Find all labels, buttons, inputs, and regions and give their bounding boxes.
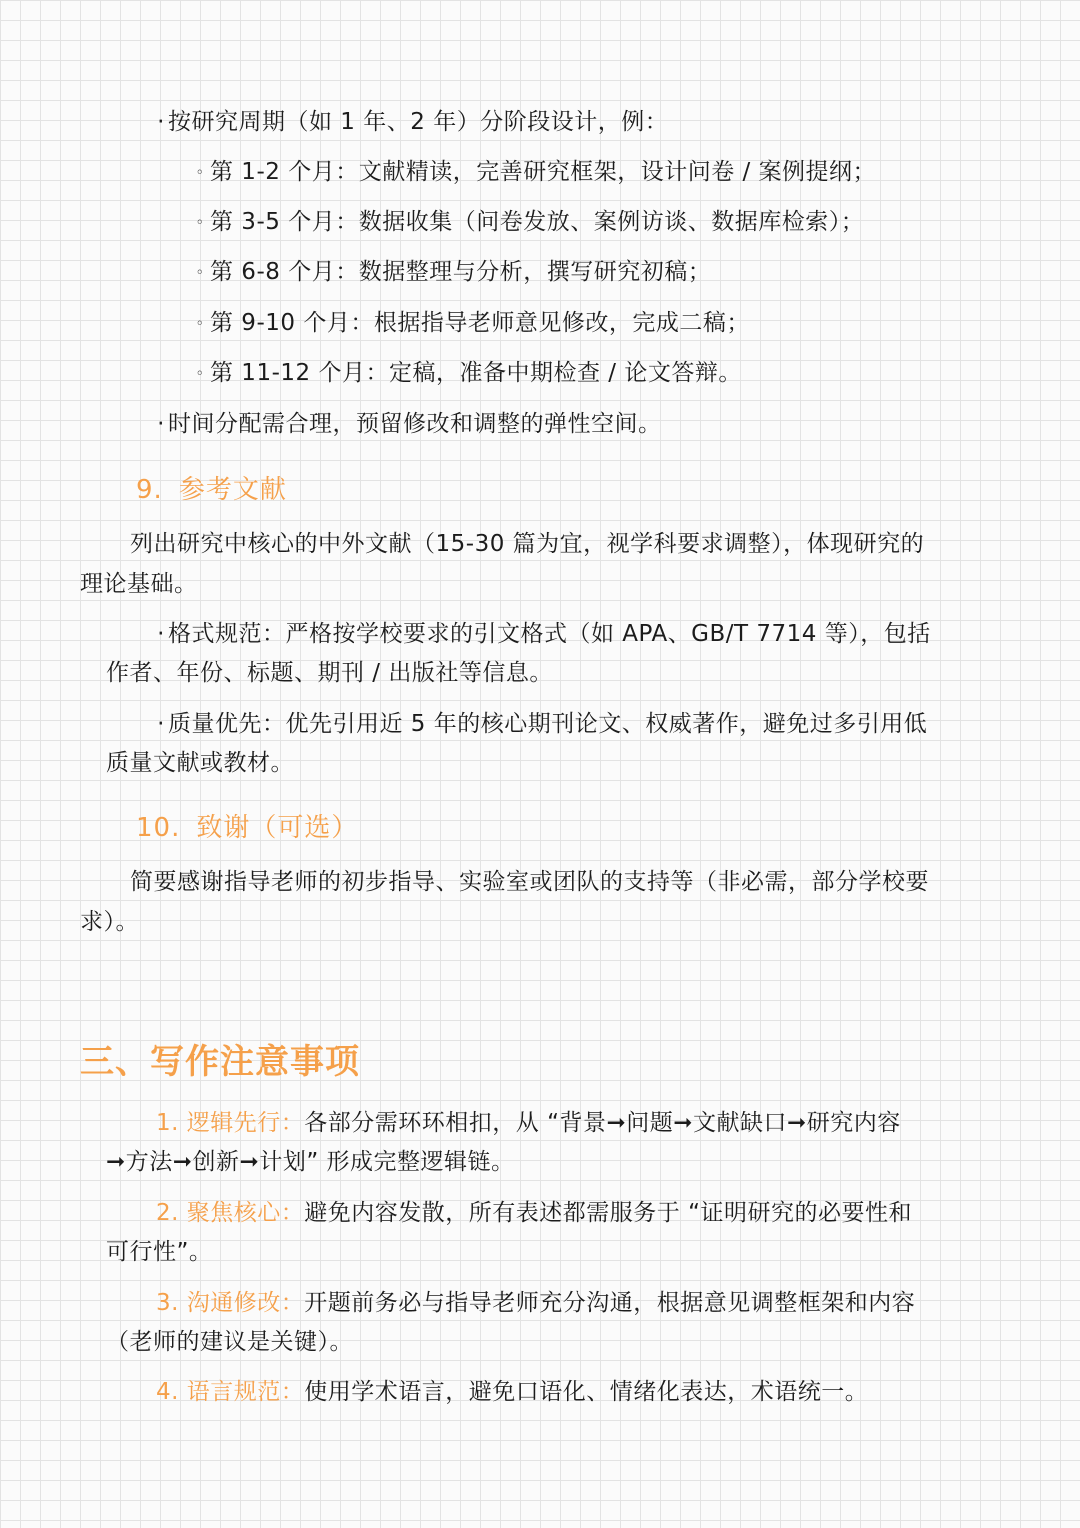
bullet-dot-icon: · <box>157 711 165 737</box>
timeline-item <box>190 157 876 188</box>
tip-label: 4. 语言规范： <box>156 1379 305 1405</box>
circle-bullet-icon: ◦ <box>195 316 205 332</box>
tip-text: 各部分需环环相扣，从 “背景➞问题➞文献缺口➞研究内容 <box>304 1110 901 1136</box>
tip-text: 使用学术语言，避免口语化、情绪化表达，术语统一。 <box>304 1379 869 1405</box>
section9-bullet-format <box>152 619 931 649</box>
tip-label: 1. 逻辑先行： <box>156 1110 305 1136</box>
section10-heading <box>136 811 358 845</box>
timeline-item-text: 第 11-12 个月：定稿，准备中期检查 / 论文答辩。 <box>210 360 742 386</box>
section9-bullet-format-cont: 作者、年份、标题、期刊 / 出版社等信息。 <box>106 660 553 686</box>
bullet-dot-icon: · <box>157 621 165 647</box>
section10-paragraph-line1: 简要感谢指导老师的初步指导、实验室或团队的支持等（非必需，部分学校要 <box>130 869 929 895</box>
timeline-intro <box>152 107 668 137</box>
circle-bullet-icon: ◦ <box>195 265 205 281</box>
section9-bullet-quality-text: 质量优先：优先引用近 5 年的核心期刊论文、权威著作，避免过多引用低 <box>168 711 928 737</box>
tip-item-cont: 可行性”。 <box>106 1239 213 1265</box>
tip-item <box>156 1108 901 1138</box>
circle-bullet-icon: ◦ <box>195 366 205 382</box>
bullet-dot-icon: · <box>157 411 165 437</box>
section9-paragraph-line1: 列出研究中核心的中外文献（15-30 篇为宜，视学科要求调整），体现研究的 <box>130 531 925 557</box>
tip-text: 避免内容发散，所有表述都需服务于 “证明研究的必要性和 <box>304 1200 912 1226</box>
circle-bullet-icon: ◦ <box>195 215 205 231</box>
section10-number: 10. <box>136 813 181 843</box>
tip-item <box>156 1198 912 1228</box>
section3-heading: 三、写作注意事项 <box>80 1042 360 1082</box>
section9-paragraph-line2: 理论基础。 <box>80 571 198 597</box>
tip-item-cont: （老师的建议是关键）。 <box>106 1329 353 1355</box>
timeline-item-text: 第 9-10 个月：根据指导老师意见修改，完成二稿； <box>210 310 750 336</box>
tip-item-cont: ➞方法➞创新➞计划” 形成完整逻辑链。 <box>106 1149 515 1175</box>
bullet-dot-icon: · <box>157 109 165 135</box>
circle-bullet-icon: ◦ <box>195 165 205 181</box>
tip-item <box>156 1288 915 1318</box>
timeline-item <box>190 358 742 389</box>
timeline-item-text: 第 3-5 个月：数据收集（问卷发放、案例访谈、数据库检索）； <box>210 209 865 235</box>
timeline-item <box>190 308 750 339</box>
section10-paragraph-line2: 求）。 <box>80 909 139 935</box>
timeline-note <box>152 409 662 439</box>
tip-text: 开题前务必与指导老师充分沟通，根据意见调整框架和内容 <box>304 1290 916 1316</box>
section9-bullet-format-text: 格式规范：严格按学校要求的引文格式（如 APA、GB/T 7714 等），包括 <box>168 621 931 647</box>
timeline-item-text: 第 6-8 个月：数据整理与分析，撰写研究初稿； <box>210 259 712 285</box>
timeline-item <box>190 207 864 238</box>
timeline-intro-text: 按研究周期（如 1 年、2 年）分阶段设计，例： <box>168 109 669 135</box>
section9-bullet-quality <box>152 709 927 739</box>
timeline-item-text: 第 1-2 个月：文献精读，完善研究框架，设计问卷 / 案例提纲； <box>210 159 877 185</box>
timeline-item <box>190 257 711 288</box>
timeline-note-text: 时间分配需合理，预留修改和调整的弹性空间。 <box>168 411 662 437</box>
section9-number: 9. <box>136 475 163 505</box>
section9-title: 参考文献 <box>178 475 287 505</box>
section9-bullet-quality-cont: 质量文献或教材。 <box>106 750 294 776</box>
section9-heading <box>136 473 287 507</box>
tip-label: 3. 沟通修改： <box>156 1290 305 1316</box>
tip-item <box>156 1377 868 1407</box>
section10-title: 致谢（可选） <box>196 813 359 843</box>
tip-label: 2. 聚焦核心： <box>156 1200 305 1226</box>
